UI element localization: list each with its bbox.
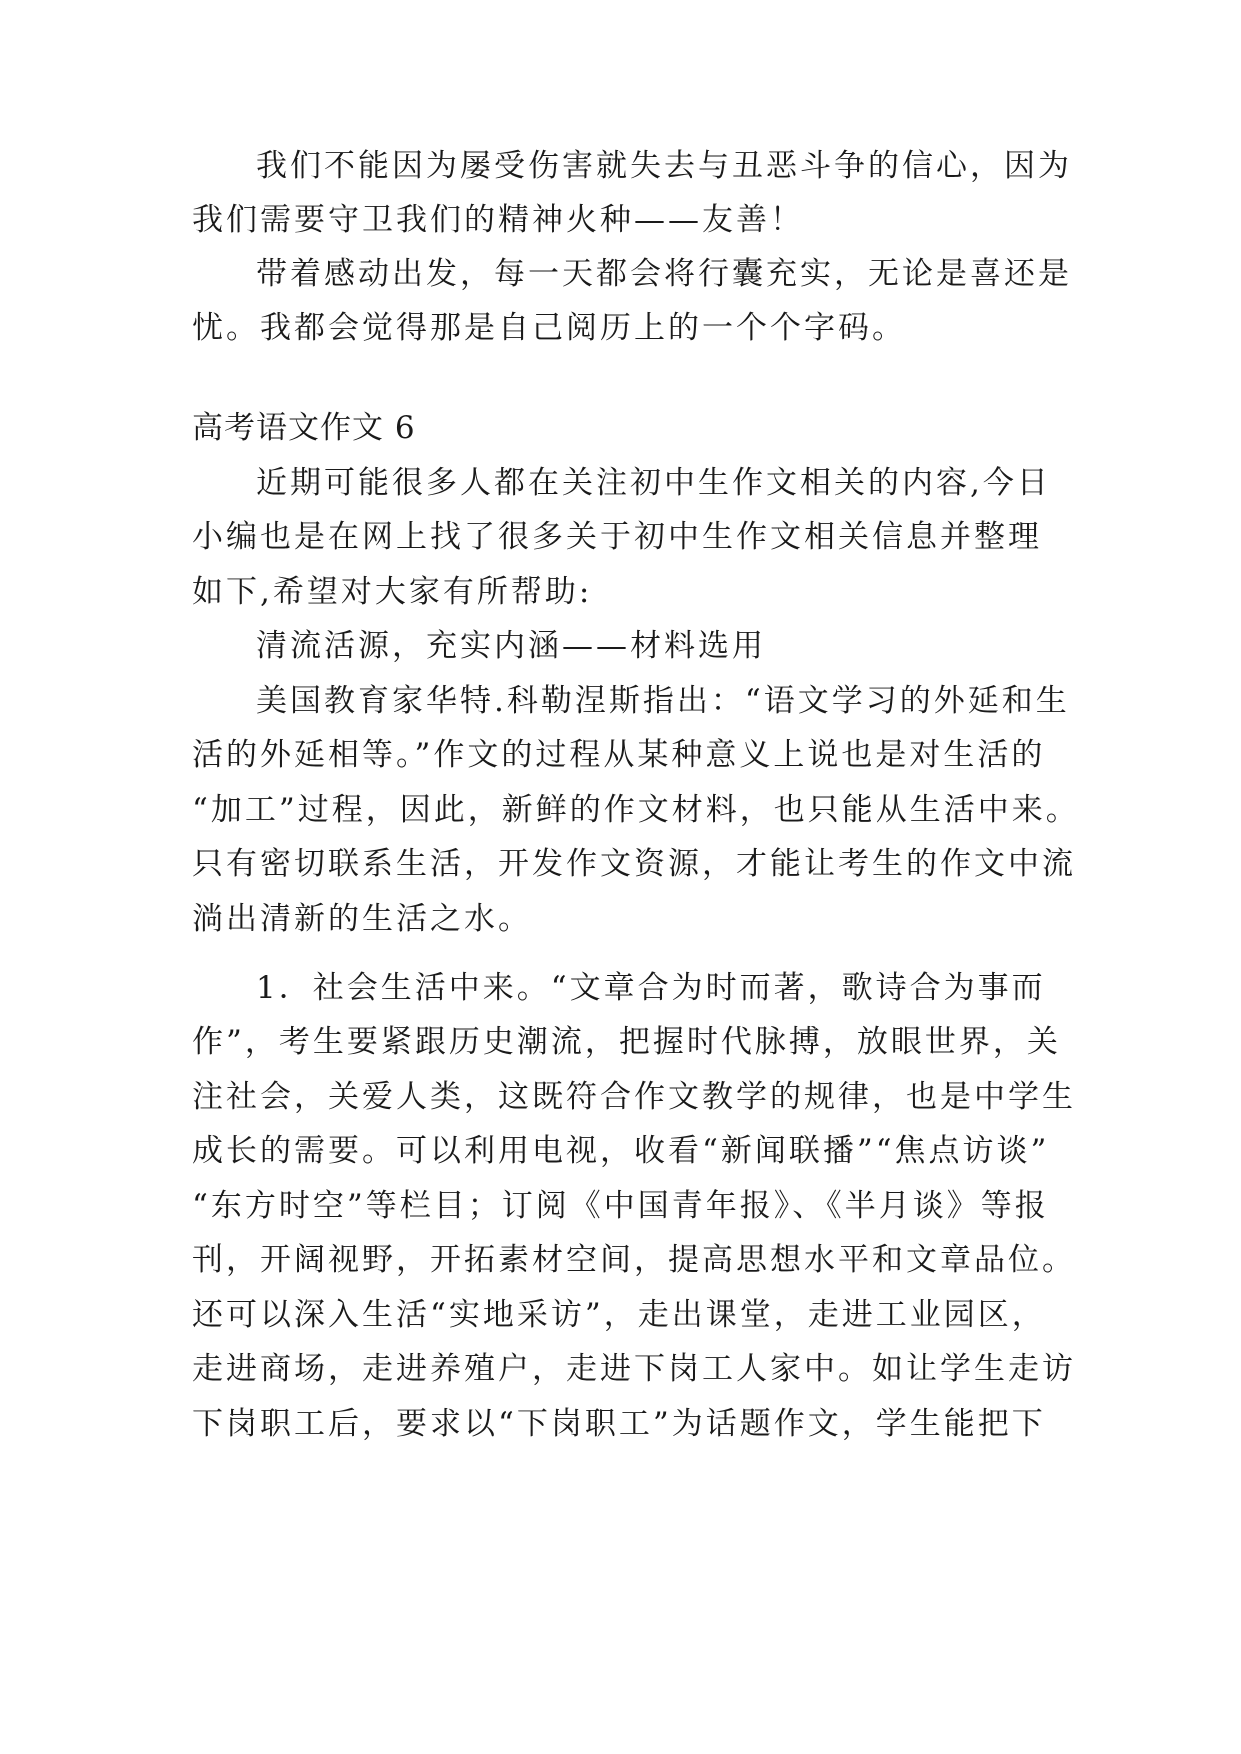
text-line: 刊，开阔视野，开拓素材空间，提高思想水平和文章品位。 xyxy=(192,1242,1076,1278)
text-line: 带着感动出发，每一天都会将行囊充实，无论是喜还是 xyxy=(256,256,1072,292)
text-line: 只有密切联系生活，开发作文资源，才能让考生的作文中流 xyxy=(192,846,1076,882)
text-line: 1．社会生活中来。“文章合为时而著，歌诗合为事而 xyxy=(256,970,1046,1006)
text-line: 我们需要守卫我们的精神火种——友善！ xyxy=(192,202,804,238)
text-line: 近期可能很多人都在关注初中生作文相关的内容,今日 xyxy=(256,465,1051,501)
text-line: 淌出清新的生活之水。 xyxy=(192,901,532,937)
text-line: 我们不能因为屡受伤害就失去与丑恶斗争的信心，因为 xyxy=(256,148,1072,184)
text-line: 如下,希望对大家有所帮助: xyxy=(192,574,593,610)
section-heading: 高考语文作文 6 xyxy=(192,410,416,446)
text-line: 小编也是在网上找了很多关于初中生作文相关信息并整理 xyxy=(192,519,1042,555)
text-line: “加工”过程，因此，新鲜的作文材料，也只能从生活中来。 xyxy=(192,792,1080,828)
text-line: “东方时空”等栏目；订阅《中国青年报》、《半月谈》等报 xyxy=(192,1188,1049,1224)
text-line: 忧。我都会觉得那是自己阅历上的一个个字码。 xyxy=(192,310,906,346)
text-line: 作”，考生要紧跟历史潮流，把握时代脉搏，放眼世界，关 xyxy=(192,1024,1061,1060)
text-line: 还可以深入生活“实地采访”，走出课堂，走进工业园区， xyxy=(192,1297,1046,1333)
subheading-line: 清流活源，充实内涵——材料选用 xyxy=(256,628,766,664)
text-line: 注社会，关爱人类，这既符合作文教学的规律，也是中学生 xyxy=(192,1079,1076,1115)
text-line: 活的外延相等。”作文的过程从某种意义上说也是对生活的 xyxy=(192,737,1046,773)
text-line: 走进商场，走进养殖户，走进下岗工人家中。如让学生走访 xyxy=(192,1351,1076,1387)
text-line: 美国教育家华特.科勒涅斯指出：“语文学习的外延和生 xyxy=(256,683,1070,719)
text-line: 下岗职工后，要求以“下岗职工”为话题作文，学生能把下 xyxy=(192,1406,1046,1442)
text-line: 成长的需要。可以利用电视，收看“新闻联播”“焦点访谈” xyxy=(192,1133,1050,1169)
